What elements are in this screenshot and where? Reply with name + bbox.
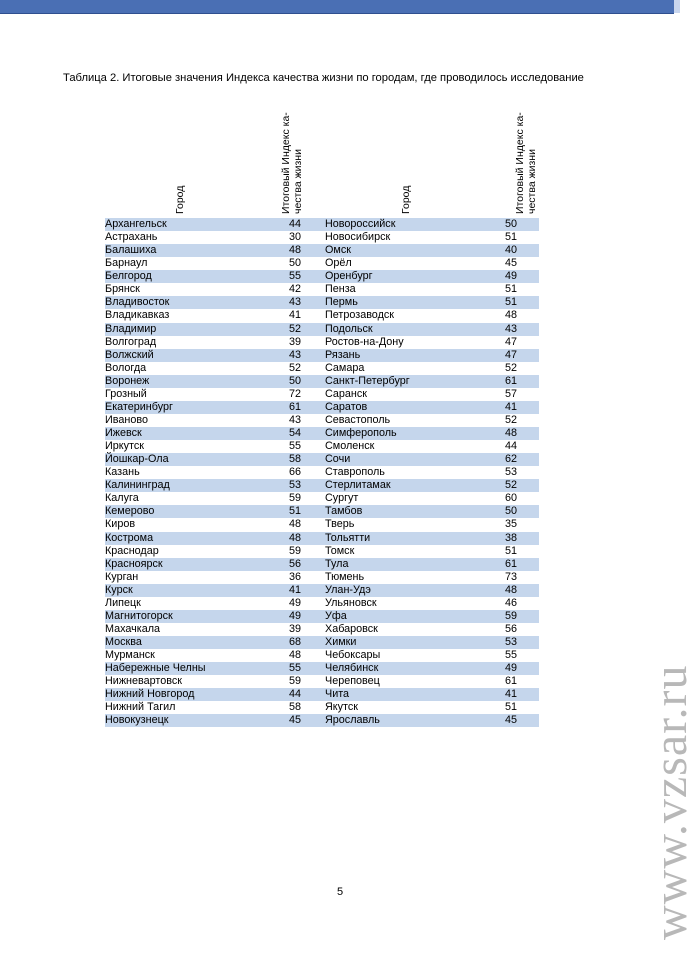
city-cell: Красноярск xyxy=(105,558,265,571)
index-cell: 48 xyxy=(483,427,539,440)
city-cell: Набережные Челны xyxy=(105,662,265,675)
city-cell: Калуга xyxy=(105,492,139,505)
city-cell: Нижневартовск xyxy=(105,675,182,688)
index-cell: 62 xyxy=(483,453,539,466)
index-cell: 60 xyxy=(504,492,517,505)
index-cell: 35 xyxy=(504,518,517,531)
index-cell: 52 xyxy=(265,323,325,336)
city-cell: Ижевск xyxy=(105,427,265,440)
city-cell: Балашиха xyxy=(105,244,265,257)
table-row xyxy=(105,688,539,701)
index-cell: 40 xyxy=(483,244,539,257)
table-row xyxy=(105,571,539,584)
index-cell: 51 xyxy=(265,505,325,518)
index-cell: 47 xyxy=(504,335,517,348)
index-cell: 51 xyxy=(504,701,517,714)
index-cell: 46 xyxy=(504,596,517,609)
table-row xyxy=(105,375,539,388)
index-cell: 53 xyxy=(483,636,539,649)
table-row xyxy=(105,532,539,545)
index-cell: 61 xyxy=(483,558,539,571)
city-cell: Липецк xyxy=(105,596,141,609)
city-cell: Тамбов xyxy=(325,505,483,518)
table-row xyxy=(105,636,539,649)
city-cell: Подольск xyxy=(325,323,483,336)
city-cell: Сургут xyxy=(325,492,359,505)
index-cell: 68 xyxy=(265,636,325,649)
index-cell: 55 xyxy=(288,440,301,453)
city-cell: Тверь xyxy=(325,518,355,531)
index-cell: 48 xyxy=(288,518,301,531)
index-cell: 36 xyxy=(288,570,301,583)
table-row xyxy=(105,505,539,518)
index-cell: 48 xyxy=(265,532,325,545)
city-cell: Сочи xyxy=(325,453,483,466)
index-cell: 59 xyxy=(288,675,301,688)
city-cell: Киров xyxy=(105,518,136,531)
city-cell: Чита xyxy=(325,688,483,701)
table-caption: Таблица 2. Итоговые значения Индекса качества жизни по городам, где проводилось исследование xyxy=(63,72,584,84)
city-cell: Вологда xyxy=(105,361,147,374)
column-header-index-line1: Итоговый Индекс ка- xyxy=(280,112,292,214)
table-row xyxy=(105,257,539,270)
city-cell: Новороссийск xyxy=(325,218,483,231)
watermark: www.vzsar.ru xyxy=(644,664,697,940)
table-row xyxy=(105,296,539,309)
index-cell: 45 xyxy=(483,714,539,727)
city-cell: Санкт-Петербург xyxy=(325,375,483,388)
index-cell: 50 xyxy=(483,218,539,231)
city-cell: Улан-Удэ xyxy=(325,584,483,597)
index-cell: 44 xyxy=(265,688,325,701)
index-cell: 56 xyxy=(265,558,325,571)
city-cell: Владикавказ xyxy=(105,309,170,322)
index-cell: 43 xyxy=(483,323,539,336)
city-cell: Казань xyxy=(105,466,140,479)
index-cell: 43 xyxy=(288,413,301,426)
city-cell: Астрахань xyxy=(105,231,158,244)
index-cell: 51 xyxy=(504,544,517,557)
city-cell: Тольятти xyxy=(325,532,483,545)
index-cell: 42 xyxy=(288,283,301,296)
city-cell: Ульяновск xyxy=(325,596,377,609)
city-cell: Томск xyxy=(325,544,355,557)
city-cell: Краснодар xyxy=(105,544,159,557)
city-cell: Йошкар-Ола xyxy=(105,453,265,466)
page-number: 5 xyxy=(336,886,344,898)
index-cell: 59 xyxy=(288,544,301,557)
index-cell: 55 xyxy=(504,649,517,662)
city-cell: Волгоград xyxy=(105,335,157,348)
city-cell: Чебоксары xyxy=(325,649,381,662)
index-cell: 39 xyxy=(288,335,301,348)
index-cell: 43 xyxy=(265,349,325,362)
index-cell: 59 xyxy=(483,610,539,623)
column-header-city-2: Город xyxy=(400,185,412,214)
index-cell: 52 xyxy=(288,361,301,374)
city-cell: Воронеж xyxy=(105,375,265,388)
table-row xyxy=(105,244,539,257)
city-cell: Брянск xyxy=(105,283,140,296)
table-row xyxy=(105,558,539,571)
city-cell: Пермь xyxy=(325,296,483,309)
table-row xyxy=(105,675,539,688)
city-cell: Омск xyxy=(325,244,483,257)
table-row xyxy=(105,440,539,453)
table-row xyxy=(105,323,539,336)
table-body xyxy=(105,218,539,727)
table-row xyxy=(105,414,539,427)
index-cell: 58 xyxy=(265,453,325,466)
table-row xyxy=(105,336,539,349)
table-row xyxy=(105,623,539,636)
city-cell: Иваново xyxy=(105,413,148,426)
table-row xyxy=(105,662,539,675)
index-cell: 52 xyxy=(483,479,539,492)
index-cell: 66 xyxy=(288,466,301,479)
index-cell: 53 xyxy=(265,479,325,492)
city-cell: Челябинск xyxy=(325,662,483,675)
city-cell: Новокузнецк xyxy=(105,714,265,727)
table-row xyxy=(105,427,539,440)
index-cell: 39 xyxy=(288,622,301,635)
table-row xyxy=(105,597,539,610)
index-cell: 48 xyxy=(265,244,325,257)
city-cell: Оренбург xyxy=(325,270,483,283)
index-cell: 52 xyxy=(504,413,517,426)
index-cell: 49 xyxy=(483,662,539,675)
city-cell: Владимир xyxy=(105,323,265,336)
city-cell: Стерлитамак xyxy=(325,479,483,492)
index-cell: 53 xyxy=(504,466,517,479)
city-cell: Ставрополь xyxy=(325,466,385,479)
table-row xyxy=(105,362,539,375)
city-cell: Тула xyxy=(325,558,483,571)
top-color-bar xyxy=(0,0,674,14)
city-cell: Пенза xyxy=(325,283,356,296)
table-row xyxy=(105,270,539,283)
index-cell: 47 xyxy=(483,349,539,362)
city-cell: Петрозаводск xyxy=(325,309,394,322)
city-cell: Нижний Тагил xyxy=(105,701,176,714)
table-row xyxy=(105,218,539,231)
index-cell: 30 xyxy=(288,231,301,244)
table-row xyxy=(105,401,539,414)
table-row xyxy=(105,466,539,479)
city-cell: Иркутск xyxy=(105,440,144,453)
city-cell: Москва xyxy=(105,636,265,649)
index-cell: 49 xyxy=(483,270,539,283)
index-cell: 50 xyxy=(288,257,301,270)
city-cell: Симферополь xyxy=(325,427,483,440)
table-row xyxy=(105,453,539,466)
city-cell: Грозный xyxy=(105,387,147,400)
index-cell: 48 xyxy=(504,309,517,322)
index-cell: 48 xyxy=(483,584,539,597)
city-cell: Барнаул xyxy=(105,257,148,270)
city-cell: Химки xyxy=(325,636,483,649)
index-cell: 41 xyxy=(483,688,539,701)
index-cell: 57 xyxy=(504,387,517,400)
index-cell: 41 xyxy=(483,401,539,414)
city-cell: Курган xyxy=(105,570,139,583)
index-cell: 50 xyxy=(483,505,539,518)
index-cell: 44 xyxy=(504,440,517,453)
index-cell: 61 xyxy=(483,375,539,388)
city-cell: Белгород xyxy=(105,270,265,283)
index-cell: 50 xyxy=(265,375,325,388)
top-color-bar-end xyxy=(674,0,680,13)
table-row xyxy=(105,283,539,296)
table-row xyxy=(105,701,539,714)
table-row xyxy=(105,584,539,597)
table-row xyxy=(105,349,539,362)
column-header-city-1: Город xyxy=(174,185,186,214)
column-header-index-1 xyxy=(280,104,304,214)
city-cell: Ростов-на-Дону xyxy=(325,335,404,348)
city-cell: Кемерово xyxy=(105,505,265,518)
city-cell: Севастополь xyxy=(325,413,391,426)
city-cell: Архангельск xyxy=(105,218,265,231)
index-cell: 73 xyxy=(504,570,517,583)
city-cell: Нижний Новгород xyxy=(105,688,265,701)
column-header-index-line1: Итоговый Индекс ка- xyxy=(514,112,526,214)
city-cell: Калининград xyxy=(105,479,265,492)
table-row xyxy=(105,388,539,401)
city-cell: Смоленск xyxy=(325,440,375,453)
city-cell: Тюмень xyxy=(325,570,365,583)
index-cell: 38 xyxy=(483,532,539,545)
index-cell: 55 xyxy=(265,662,325,675)
table-row xyxy=(105,518,539,531)
city-cell: Кострома xyxy=(105,532,265,545)
city-cell: Орёл xyxy=(325,257,352,270)
index-cell: 59 xyxy=(288,492,301,505)
table-row xyxy=(105,545,539,558)
index-cell: 61 xyxy=(504,675,517,688)
index-cell: 51 xyxy=(483,296,539,309)
city-cell: Якутск xyxy=(325,701,358,714)
index-cell: 61 xyxy=(265,401,325,414)
city-cell: Магнитогорск xyxy=(105,610,265,623)
index-cell: 49 xyxy=(288,596,301,609)
index-cell: 54 xyxy=(265,427,325,440)
index-cell: 49 xyxy=(265,610,325,623)
city-cell: Ярославль xyxy=(325,714,483,727)
city-cell: Мурманск xyxy=(105,649,155,662)
city-cell: Череповец xyxy=(325,675,380,688)
city-cell: Саранск xyxy=(325,387,368,400)
column-header-index-line2: чества жизни xyxy=(292,149,304,214)
city-cell: Махачкала xyxy=(105,622,161,635)
table-row xyxy=(105,610,539,623)
index-cell: 41 xyxy=(265,584,325,597)
index-cell: 43 xyxy=(265,296,325,309)
index-cell: 55 xyxy=(265,270,325,283)
city-cell: Рязань xyxy=(325,349,483,362)
city-cell: Новосибирск xyxy=(325,231,391,244)
city-cell: Курск xyxy=(105,584,265,597)
column-header-index-line2: чества жизни xyxy=(526,149,538,214)
city-cell: Владивосток xyxy=(105,296,265,309)
table-row xyxy=(105,479,539,492)
city-cell: Самара xyxy=(325,361,365,374)
index-cell: 45 xyxy=(265,714,325,727)
index-cell: 56 xyxy=(504,622,517,635)
city-cell: Уфа xyxy=(325,610,483,623)
index-cell: 58 xyxy=(288,701,301,714)
table-row xyxy=(105,231,539,244)
quality-of-life-table xyxy=(105,218,539,727)
index-cell: 72 xyxy=(288,387,301,400)
table-row xyxy=(105,492,539,505)
column-header-index-2 xyxy=(514,104,538,214)
index-cell: 51 xyxy=(504,283,517,296)
table-row xyxy=(105,649,539,662)
city-cell: Екатеринбург xyxy=(105,401,265,414)
index-cell: 45 xyxy=(504,257,517,270)
index-cell: 41 xyxy=(288,309,301,322)
table-row xyxy=(105,309,539,322)
table-row xyxy=(105,714,539,727)
index-cell: 48 xyxy=(288,649,301,662)
city-cell: Саратов xyxy=(325,401,483,414)
index-cell: 44 xyxy=(265,218,325,231)
city-cell: Волжский xyxy=(105,349,265,362)
index-cell: 51 xyxy=(504,231,517,244)
index-cell: 52 xyxy=(504,361,517,374)
city-cell: Хабаровск xyxy=(325,622,378,635)
